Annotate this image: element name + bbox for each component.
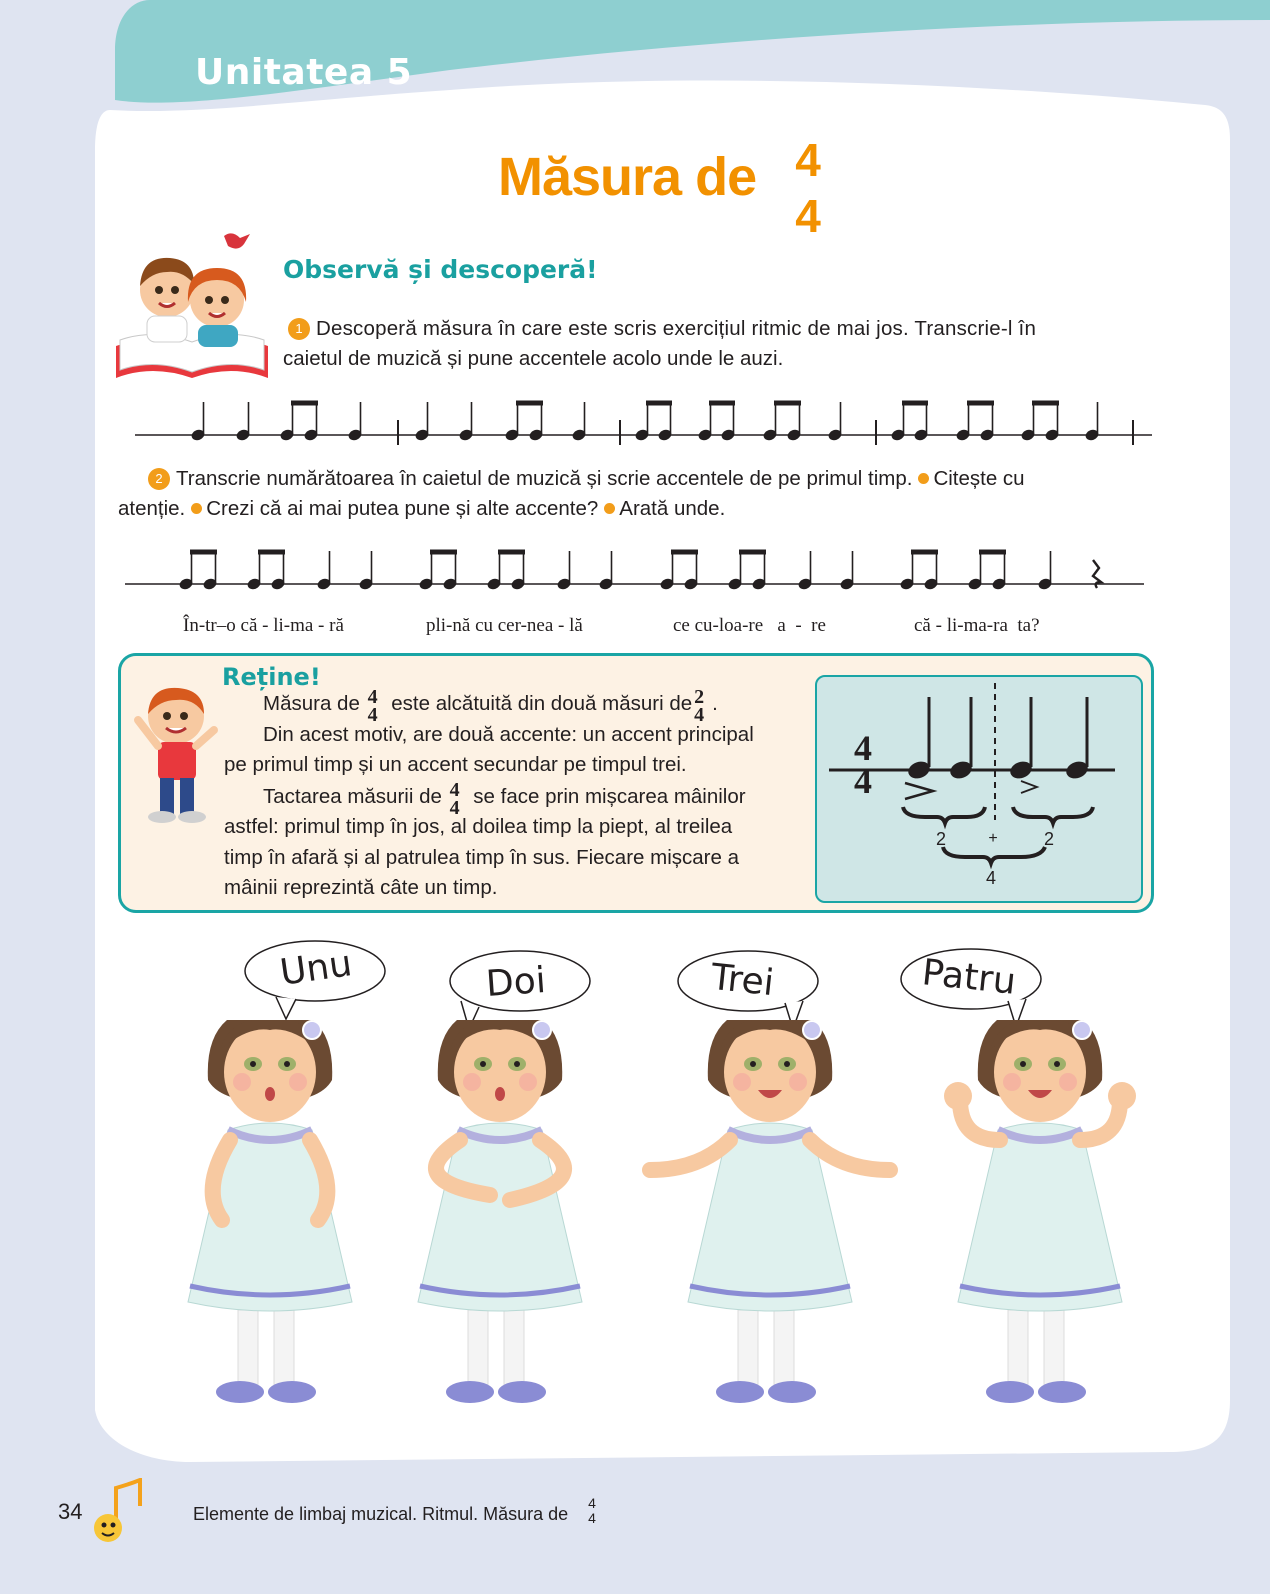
arm [810,1140,890,1170]
footer-ts-bottom: 4 [588,1510,596,1526]
mouth [265,1087,275,1101]
rhythm-line-1 [130,390,1160,448]
remember-text-4a: Tactarea măsurii de [263,785,442,808]
exercise-2-text-4: Crezi că ai mai putea pune și alte accente? [206,497,599,520]
remember-text-1c: . [712,692,718,715]
shoe [446,1381,494,1403]
lyric-1: În-tr–o că - li-ma - ră [183,615,344,636]
shoe [716,1381,764,1403]
beam [191,550,217,554]
remember-line-6: timp în afară și al patrulea timp în sus. Fiecare mișcare a [224,846,739,869]
shoe [1038,1381,1086,1403]
frac-bottom: 4 [449,797,460,819]
bullet-icon [604,503,615,514]
children-reading-illustration [112,228,272,388]
beam [740,550,766,554]
beam [431,550,457,554]
shoe [498,1381,546,1403]
exercise-1-line-2: caietul de muzică și pune accentele acolo unde le auzi. [283,347,784,370]
arm [650,1140,730,1170]
title-time-signature-bottom: 4 [795,190,821,242]
remember-line-4 [263,779,746,819]
remember-line-2: Din acest motiv, are două accente: un accent principal [263,723,754,746]
hand [944,1082,972,1110]
boy-illustration [128,680,220,825]
exercise-2-number: 2 [148,468,170,490]
diagram-plus: + [988,830,998,847]
bubble-word-4: Patru [920,952,1018,1003]
bullet-icon [918,473,929,484]
girl-figure [944,1020,1136,1403]
shoe [768,1381,816,1403]
mouth [495,1087,505,1101]
bullet-icon [191,503,202,514]
shoe [216,1381,264,1403]
title-time-signature-top: 4 [795,134,821,186]
footer-text: Elemente de limbaj muzical. Ritmul. Măsura de [193,1504,569,1524]
dress [958,1123,1122,1311]
remember-heading: Reține! [222,663,321,691]
flower-hairclip [803,1021,821,1039]
exercise-2-text-1: Transcrie numărătoarea în caietul de muzică și scrie accentele de pe primul timp. [176,467,913,490]
exercise-2-text-5: Arată unde. [619,497,726,520]
girl-figure [650,1020,890,1403]
beam [647,401,672,405]
flower-hairclip [303,1021,321,1039]
frac-bottom: 4 [694,704,705,726]
exercise-1-line-1: Descoperă măsura în care este scris exercițiul ritmic de mai jos. Transcrie-l în [316,317,1037,340]
bubble-word-2: Doi [484,959,548,1006]
remember-text-1b: este alcătuită din două măsuri de [391,692,693,715]
music-note-mascot-icon [82,1478,148,1548]
secondary-accent-icon [1021,781,1037,793]
bubble-word-3: Trei [709,956,776,1005]
lyric-4: că - li-ma-ra ta? [914,615,1040,636]
exercise-2-line-2 [118,494,725,524]
frac-top: 2 [694,686,705,708]
beam [775,401,801,405]
shoe [986,1381,1034,1403]
beam [710,401,735,405]
diagram-total: 4 [985,868,997,888]
remember-line-3: pe primul timp și un accent secundar pe timpul trei. [224,753,687,776]
footer-ts-top: 4 [588,1495,596,1511]
girl-figure [188,1020,352,1403]
frac-top: 4 [449,779,460,801]
remember-text-4b: se face prin mișcarea mâinilor [473,785,746,808]
page-number: 34 [58,1499,83,1524]
beam [672,550,698,554]
shoe [268,1381,316,1403]
flower-hairclip [533,1021,551,1039]
beam [912,550,938,554]
beam [499,550,525,554]
exercise-2-text-3: atenție. [118,497,186,520]
exercise-1-number: 1 [288,318,310,340]
exercise-1 [288,314,1136,344]
flower-hairclip [1073,1021,1091,1039]
diagram-ts-bottom: 4 [854,761,872,801]
remember-line-1 [263,686,718,726]
beam [980,550,1006,554]
diagram-ts-top: 4 [854,728,872,768]
beam [968,401,994,405]
remember-line-5: astfel: primul timp în jos, al doilea timp la piept, al treilea [224,815,733,838]
frac-top: 4 [367,686,378,708]
frac-bottom: 4 [367,704,378,726]
diagram-left-half: 2 [935,829,947,849]
beam [1033,401,1059,405]
bubble-word-1: Unu [277,943,355,994]
lyric-2: pli-nă cu cer-nea - lă [426,615,583,636]
diagram-right-half: 2 [1043,829,1055,849]
remember-text-1a: Măsura de [263,692,360,715]
hand [1108,1082,1136,1110]
girls-counting-illustration [160,1020,1160,1440]
remember-line-7: mâinii reprezintă câte un timp. [224,876,498,899]
measure-diagram [815,675,1143,903]
section-heading: Observă și descoperă! [283,255,598,284]
beam [259,550,285,554]
beam [903,401,928,405]
exercise-2-line-1 [148,464,1025,494]
lyric-3: ce cu-loa-re a - re [673,615,826,636]
lesson-title: Măsura de [498,147,757,207]
exercise-2-text-2: Citește cu [933,467,1025,490]
rhythm-line-2 [120,538,1150,596]
main-accent-icon [905,783,933,799]
beam [292,401,318,405]
beam [517,401,543,405]
girl-figure [418,1020,582,1403]
unit-title: Unitatea 5 [195,52,413,93]
